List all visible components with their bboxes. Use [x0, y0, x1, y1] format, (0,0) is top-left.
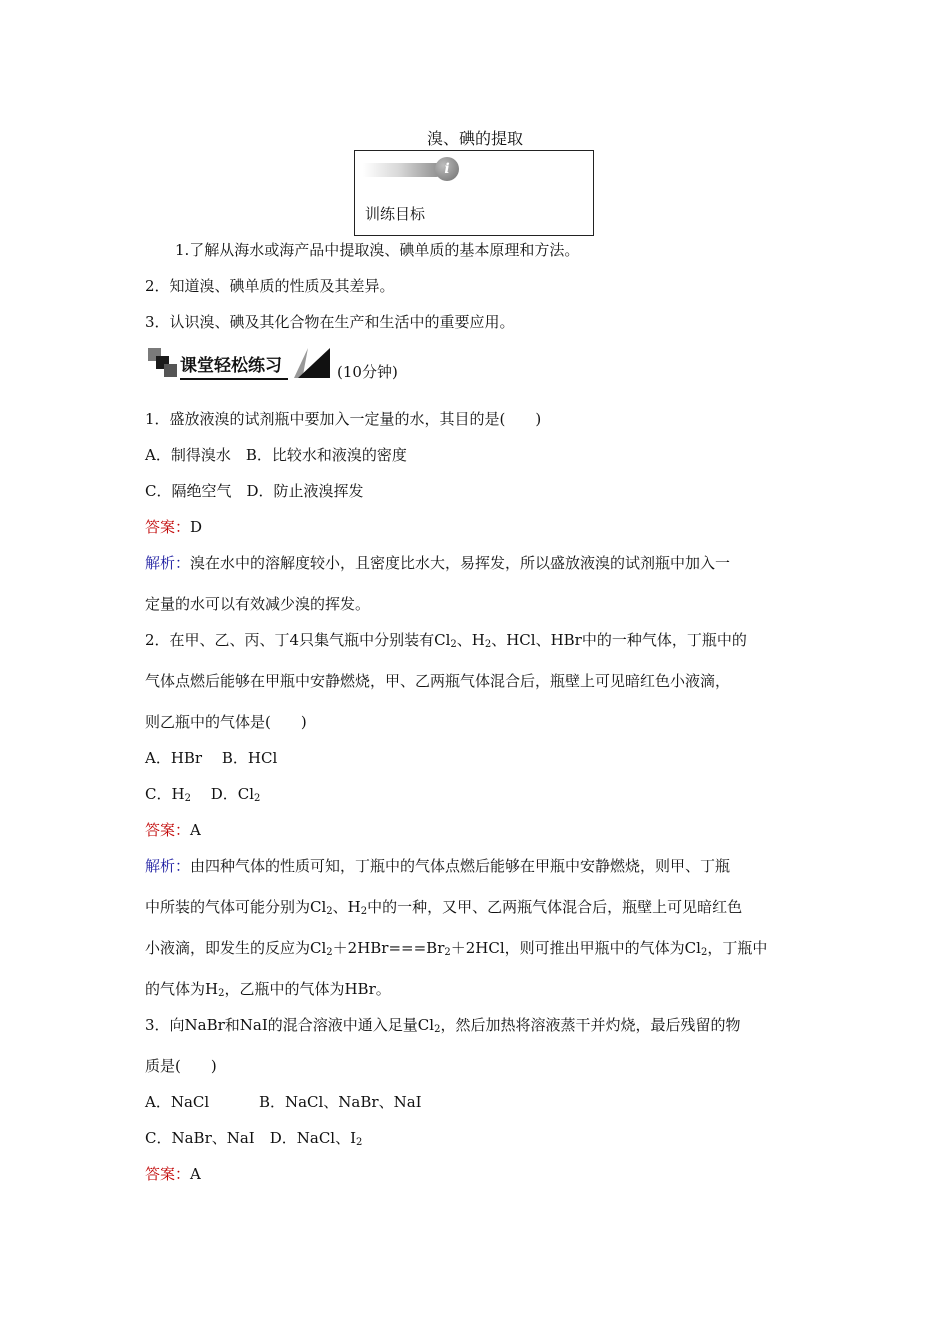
subscript: 2 [254, 793, 261, 804]
text: 、H [332, 898, 361, 916]
goal-1: 1.了解从海水或海产品中提取溴、碘单质的基本原理和方法。 [175, 241, 580, 259]
text: C．H [145, 785, 185, 803]
q2-stem-line3: 则乙瓶中的气体是( ) [145, 713, 307, 731]
q1-analysis-line2: 定量的水可以有效减少溴的挥发。 [145, 595, 371, 613]
text: D．Cl [190, 785, 255, 803]
text: ，然后加热将溶液蒸干并灼烧，最后残留的物 [440, 1016, 741, 1034]
subscript: 2 [218, 988, 225, 999]
q3-options-ab: A．NaCl B．NaCl、NaBr、NaI [145, 1093, 422, 1111]
subscript: 2 [356, 1137, 363, 1148]
q2-options-ab: A．HBr B．HCl [145, 749, 278, 767]
subscript: 2 [184, 793, 191, 804]
text: C．NaBr、NaI D．NaCl、I [145, 1129, 357, 1147]
subscript: 2 [326, 947, 333, 958]
q3-stem-line2: 质是( ) [145, 1057, 217, 1075]
q2-analysis-line3 [145, 937, 767, 959]
subscript: 2 [434, 1024, 441, 1035]
q2-options-cd [145, 783, 260, 805]
analysis-label: 解析： [145, 554, 191, 572]
section-square-icon [164, 364, 177, 377]
answer-value: D [190, 518, 203, 536]
text: 3．向NaBr和NaI的混合溶液中通入足量Cl [145, 1016, 435, 1034]
subscript: 2 [444, 947, 451, 958]
q1-options-ab: A．制得溴水 B．比较水和液溴的密度 [145, 446, 407, 464]
q3-options-cd [145, 1127, 362, 1149]
answer-value: A [190, 821, 201, 839]
q1-options-cd: C．隔绝空气 D．防止液溴挥发 [145, 482, 364, 500]
answer-value: A [190, 1165, 201, 1183]
section-header [146, 346, 331, 380]
subscript: 2 [326, 906, 333, 917]
text: 、H [456, 631, 485, 649]
answer-label: 答案： [145, 518, 191, 536]
section-title: 课堂轻松练习 [180, 351, 288, 380]
q1-stem: 1．盛放液溴的试剂瓶中要加入一定量的水，其目的是( ) [145, 410, 542, 428]
text: ，乙瓶中的气体为HBr。 [224, 980, 391, 998]
q1-analysis-line1 [145, 552, 730, 574]
analysis-label: 解析： [145, 857, 191, 875]
text: ，丁瓶中 [707, 939, 768, 957]
text: 中所装的气体可能分别为Cl [145, 898, 327, 916]
answer-label: 答案： [145, 821, 191, 839]
training-target-box [354, 150, 594, 236]
q1-answer [145, 516, 202, 538]
q2-analysis-line4 [145, 978, 391, 1000]
q3-answer [145, 1163, 201, 1185]
text: 、HCl、HBr中的一种气体，丁瓶中的 [491, 631, 747, 649]
text: 小液滴，即发生的反应为Cl [145, 939, 327, 957]
goal-3: 3．认识溴、碘及其化合物在生产和生活中的重要应用。 [145, 313, 515, 331]
target-label: 训练目标 [365, 205, 426, 223]
text: 中的一种，又甲、乙两瓶气体混合后，瓶壁上可见暗红色 [367, 898, 743, 916]
q2-analysis-line2 [145, 896, 742, 918]
target-banner-bar [363, 163, 443, 177]
q2-stem-line1 [145, 629, 747, 651]
q2-answer [145, 819, 201, 841]
q2-stem-line2: 气体点燃后能够在甲瓶中安静燃烧，甲、乙两瓶气体混合后，瓶壁上可见暗红色小液滴， [145, 672, 731, 690]
text: ＋2HBr===Br [332, 939, 445, 957]
analysis-text: 溴在水中的溶解度较小，且密度比水大，易挥发，所以盛放液溴的试剂瓶中加入一 [190, 554, 731, 572]
subscript: 2 [484, 639, 492, 650]
q2-analysis-line1 [145, 855, 730, 877]
subscript: 2 [360, 906, 368, 917]
analysis-text: 由四种气体的性质可知，丁瓶中的气体点燃后能够在甲瓶中安静燃烧，则甲、丁瓶 [190, 857, 731, 875]
info-icon: i [435, 157, 459, 181]
page-title: 溴、碘的提取 [426, 129, 523, 148]
text: 2．在甲、乙、丙、丁4只集气瓶中分别装有Cl [145, 631, 451, 649]
text: 的气体为H [145, 980, 219, 998]
q3-stem-line1 [145, 1014, 740, 1036]
section-time: (10分钟) [337, 363, 398, 381]
subscript: 2 [450, 639, 457, 650]
goal-2: 2．知道溴、碘单质的性质及其差异。 [145, 277, 395, 295]
answer-label: 答案： [145, 1165, 191, 1183]
text: ＋2HCl，则可推出甲瓶中的气体为Cl [450, 939, 701, 957]
subscript: 2 [700, 947, 708, 958]
